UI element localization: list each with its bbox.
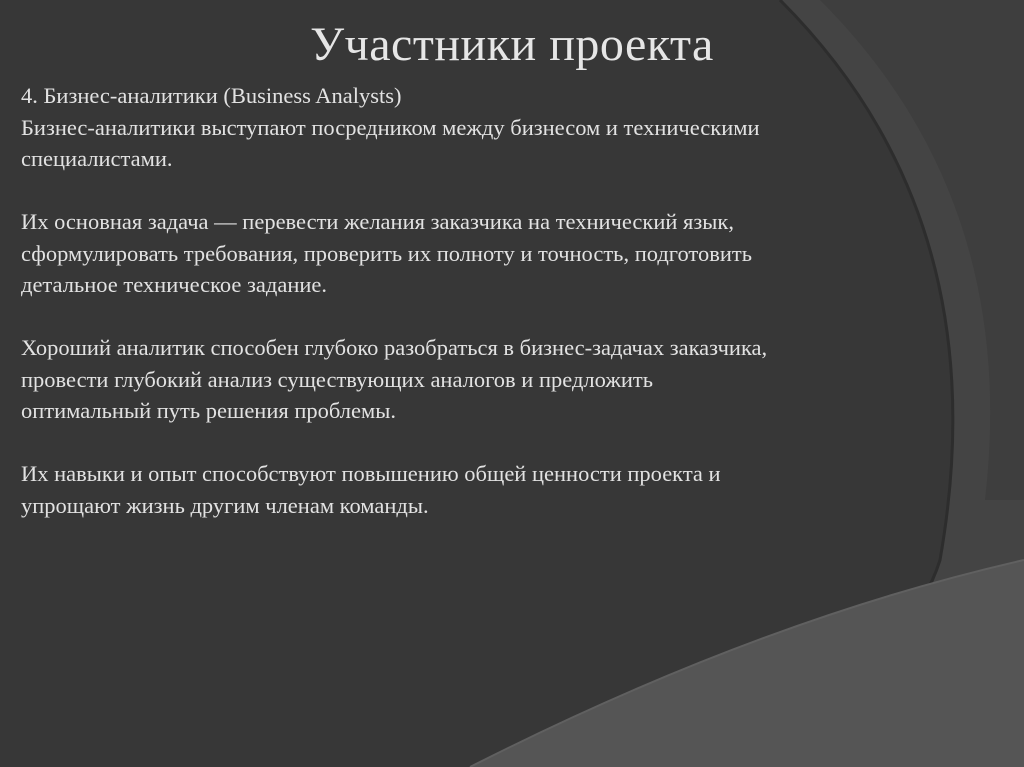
paragraph-4-line-1: Их навыки и опыт способствуют повышению общей ценности проекта и <box>21 461 721 486</box>
slide-body <box>21 80 981 521</box>
paragraph-1-line-1: Бизнес-аналитики выступают посредником между бизнесом и техническими <box>21 114 760 140</box>
paragraph-2-line-2: сформулировать требования, проверить их полноту и точность, подготовить <box>21 240 752 266</box>
paragraph-spacer <box>21 301 981 333</box>
paragraph-4-line-2: упрощают жизнь другим членам команды. <box>21 492 429 518</box>
paragraph-spacer <box>21 427 981 459</box>
paragraph-3-line-3: оптимальный путь решения проблемы. <box>21 398 396 423</box>
paragraph-3-line-2: провести глубокий анализ существующих аналогов и предложить <box>21 366 653 392</box>
slide-title: Участники проекта <box>310 18 714 71</box>
paragraph-spacer <box>21 175 981 207</box>
paragraph-1-line-2: специалистами. <box>21 146 173 171</box>
section-heading: 4. Бизнес-аналитики (Business Analysts) <box>21 83 402 108</box>
paragraph-3-line-1: Хороший аналитик способен глубоко разобраться в бизнес-задачах заказчика, <box>21 335 768 360</box>
paragraph-2-line-3: детальное техническое задание. <box>21 272 328 297</box>
paragraph-2-line-1: Их основная задача — перевести желания заказчика на технический язык, <box>21 209 734 234</box>
